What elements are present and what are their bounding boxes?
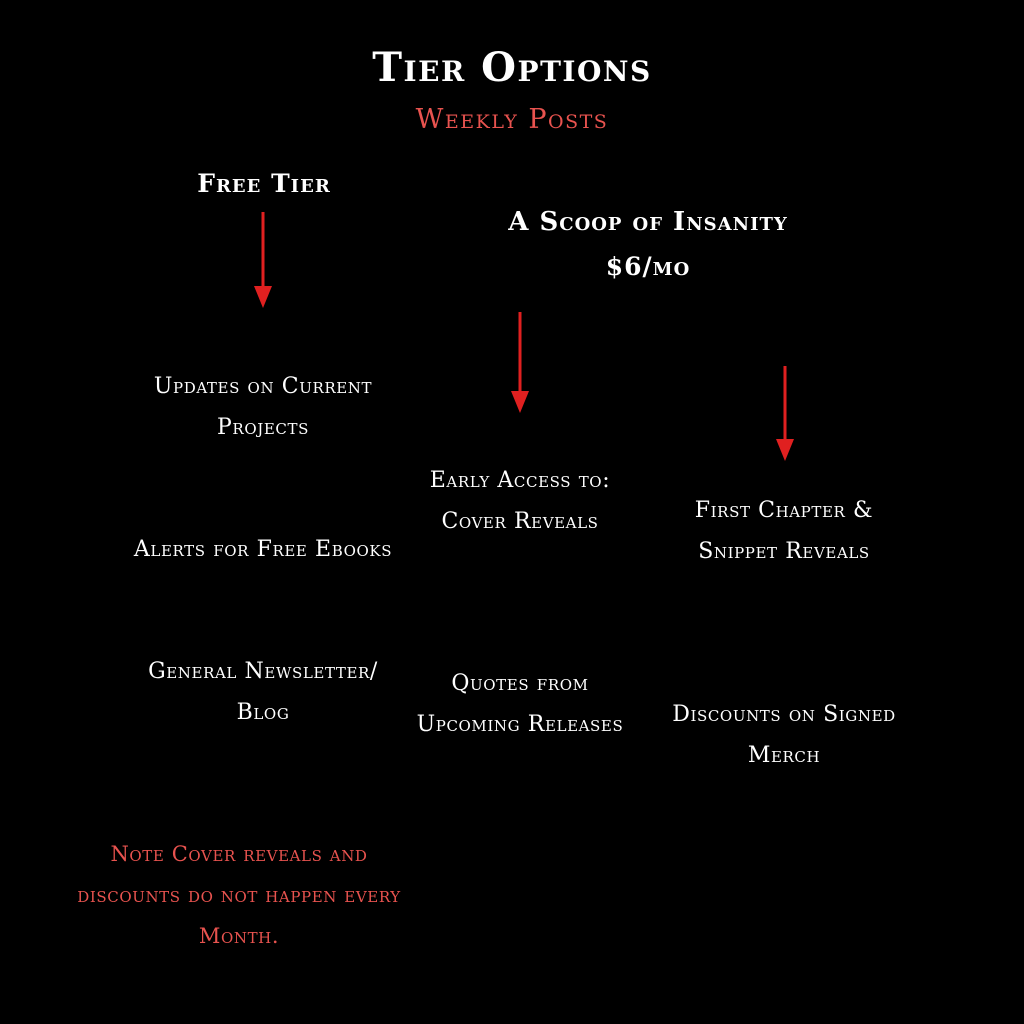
page-title: Tier Options [372, 44, 652, 91]
arrow-down-icon-third [760, 366, 810, 466]
benefit-item: Quotes from Upcoming Releases [416, 671, 624, 738]
page-subtitle: Weekly Posts [415, 104, 609, 135]
footnote-text: Note Cover reveals and discounts do not happen every Month. [77, 842, 401, 948]
arrow-down-icon-scoop [495, 312, 545, 417]
tier-heading-free: Free Tier [197, 169, 331, 198]
tier-heading-scoop: A Scoop of Insanity [508, 207, 788, 237]
benefit-item: Early Access to: Cover Reveals [429, 468, 611, 535]
tier-price-scoop: $6/mo [605, 252, 691, 281]
benefit-item: Alerts for Free Ebooks [133, 537, 393, 562]
benefit-item: Discounts on Signed Merch [672, 702, 896, 769]
benefit-item: First Chapter & Snippet Reveals [694, 498, 874, 565]
benefit-item: Updates on Current Projects [153, 374, 373, 441]
benefit-item: General Newsletter/ Blog [148, 659, 378, 726]
arrow-down-icon-free [238, 212, 288, 312]
